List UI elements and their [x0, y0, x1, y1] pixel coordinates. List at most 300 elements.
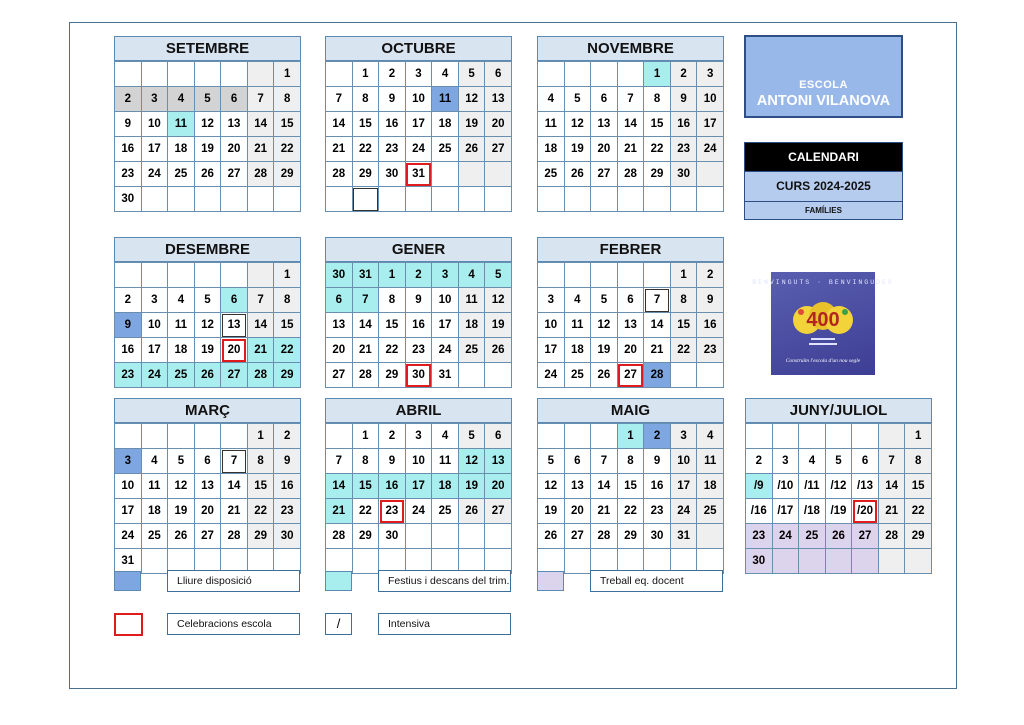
- day-cell: 7: [878, 449, 905, 474]
- day-cell: [852, 549, 879, 574]
- day-cell: 10: [141, 112, 168, 137]
- week-row: [115, 137, 301, 162]
- month-grid: [537, 61, 724, 212]
- day-cell: 31: [405, 162, 432, 187]
- day-cell: 5: [458, 424, 485, 449]
- day-cell: 10: [405, 449, 432, 474]
- day-cell: 6: [617, 288, 644, 313]
- day-cell: 14: [617, 112, 644, 137]
- day-cell: 3: [538, 288, 565, 313]
- poster-illustration: [752, 272, 894, 375]
- day-cell: 12: [485, 288, 512, 313]
- day-cell: 10: [405, 87, 432, 112]
- day-cell: 13: [326, 313, 353, 338]
- day-cell: 9: [115, 313, 142, 338]
- week-row: [538, 338, 724, 363]
- day-cell: 1: [352, 62, 379, 87]
- week-row: [326, 263, 512, 288]
- week-row: [538, 137, 724, 162]
- legend-swatch-celebracions: [114, 613, 143, 636]
- day-cell: 4: [538, 87, 565, 112]
- poster-top-text: BENVINGUTS · BENVINGUDES: [752, 279, 894, 286]
- day-cell: [644, 187, 671, 212]
- day-cell: 27: [221, 162, 248, 187]
- day-cell: 27: [194, 524, 221, 549]
- day-cell: 8: [274, 288, 301, 313]
- legend-swatch-intensiva: /: [325, 613, 352, 635]
- day-cell: 11: [538, 112, 565, 137]
- day-cell: [485, 187, 512, 212]
- day-cell: 28: [221, 524, 248, 549]
- day-cell: 17: [697, 112, 724, 137]
- day-cell: 15: [352, 112, 379, 137]
- day-cell: 14: [247, 313, 274, 338]
- day-cell: 4: [168, 87, 195, 112]
- day-cell: 29: [274, 363, 301, 388]
- day-cell: 30: [379, 162, 406, 187]
- day-cell: 28: [326, 162, 353, 187]
- day-cell: 16: [405, 313, 432, 338]
- day-cell: 28: [247, 363, 274, 388]
- day-cell: 9: [697, 288, 724, 313]
- day-cell: 8: [670, 288, 697, 313]
- day-cell: [352, 549, 379, 574]
- day-cell: 9: [379, 449, 406, 474]
- day-cell: 11: [458, 288, 485, 313]
- day-cell: 10: [115, 474, 142, 499]
- day-cell: [141, 62, 168, 87]
- day-cell: 6: [221, 87, 248, 112]
- day-cell: 13: [221, 112, 248, 137]
- month-grid: [537, 262, 724, 388]
- day-cell: 7: [247, 87, 274, 112]
- day-cell: 11: [432, 449, 459, 474]
- day-cell: 14: [644, 313, 671, 338]
- day-cell: [141, 187, 168, 212]
- day-cell: 2: [697, 263, 724, 288]
- day-cell: [772, 424, 799, 449]
- day-cell: 6: [485, 424, 512, 449]
- day-cell: 17: [405, 112, 432, 137]
- day-cell: 29: [644, 162, 671, 187]
- day-cell: 3: [115, 449, 142, 474]
- day-cell: [141, 424, 168, 449]
- legend-label-festius: Festius i descans del trim.: [378, 570, 511, 592]
- month-grid: [325, 262, 512, 388]
- day-cell: [670, 187, 697, 212]
- week-row: [538, 499, 724, 524]
- day-cell: 28: [617, 162, 644, 187]
- day-cell: [878, 424, 905, 449]
- day-cell: 1: [379, 263, 406, 288]
- day-cell: /17: [772, 499, 799, 524]
- day-cell: 2: [405, 263, 432, 288]
- day-cell: 27: [326, 363, 353, 388]
- day-cell: 25: [538, 162, 565, 187]
- day-cell: 19: [458, 112, 485, 137]
- day-cell: [538, 263, 565, 288]
- day-cell: 5: [538, 449, 565, 474]
- day-cell: 15: [644, 112, 671, 137]
- day-cell: 21: [617, 137, 644, 162]
- day-cell: 22: [379, 338, 406, 363]
- day-cell: 22: [247, 499, 274, 524]
- week-row: [538, 424, 724, 449]
- month-grid: [114, 262, 301, 388]
- day-cell: 24: [141, 162, 168, 187]
- day-cell: 27: [852, 524, 879, 549]
- day-cell: 26: [564, 162, 591, 187]
- day-cell: [564, 187, 591, 212]
- day-cell: 18: [432, 474, 459, 499]
- day-cell: 17: [670, 474, 697, 499]
- day-cell: 29: [274, 162, 301, 187]
- day-cell: 2: [670, 62, 697, 87]
- day-cell: 2: [746, 449, 773, 474]
- week-row: [538, 363, 724, 388]
- legend-swatch-lliure: [114, 571, 141, 591]
- day-cell: 26: [194, 162, 221, 187]
- day-cell: 4: [799, 449, 826, 474]
- day-cell: 9: [115, 112, 142, 137]
- week-row: [326, 474, 512, 499]
- day-cell: 26: [194, 363, 221, 388]
- day-cell: 23: [379, 137, 406, 162]
- month-maig: [537, 398, 724, 574]
- day-cell: 7: [326, 87, 353, 112]
- day-cell: 23: [670, 137, 697, 162]
- day-cell: 24: [405, 137, 432, 162]
- day-cell: 26: [458, 137, 485, 162]
- week-row: [326, 499, 512, 524]
- month-title: OCTUBRE: [325, 36, 512, 61]
- day-cell: 29: [352, 162, 379, 187]
- day-cell: [772, 549, 799, 574]
- day-cell: [905, 549, 932, 574]
- day-cell: 20: [485, 474, 512, 499]
- day-cell: 26: [168, 524, 195, 549]
- month-octubre: [325, 36, 512, 212]
- day-cell: 6: [485, 62, 512, 87]
- week-row: [538, 162, 724, 187]
- day-cell: 18: [432, 112, 459, 137]
- day-cell: [564, 549, 591, 574]
- day-cell: 18: [538, 137, 565, 162]
- day-cell: 14: [247, 112, 274, 137]
- month-title: SETEMBRE: [114, 36, 301, 61]
- week-row: [326, 424, 512, 449]
- week-row: [538, 449, 724, 474]
- day-cell: 7: [221, 449, 248, 474]
- legend-label-celebracions: Celebracions escola: [167, 613, 300, 635]
- day-cell: 4: [432, 62, 459, 87]
- month-gener: [325, 237, 512, 388]
- week-row: [115, 499, 301, 524]
- month-juny-juliol: [745, 398, 932, 574]
- day-cell: 3: [141, 87, 168, 112]
- day-cell: [697, 162, 724, 187]
- calendar-title-box: [744, 142, 903, 220]
- day-cell: 31: [352, 263, 379, 288]
- day-cell: 28: [352, 363, 379, 388]
- day-cell: [697, 524, 724, 549]
- day-cell: 12: [168, 474, 195, 499]
- poster-caption: Construïm l'escola d'un nou segle: [785, 358, 861, 364]
- day-cell: 8: [617, 449, 644, 474]
- day-cell: 22: [352, 137, 379, 162]
- day-cell: 21: [591, 499, 618, 524]
- week-row: [538, 288, 724, 313]
- day-cell: 24: [405, 499, 432, 524]
- day-cell: 5: [564, 87, 591, 112]
- day-cell: 15: [352, 474, 379, 499]
- day-cell: 15: [274, 313, 301, 338]
- day-cell: 7: [247, 288, 274, 313]
- day-cell: 30: [670, 162, 697, 187]
- day-cell: 23: [644, 499, 671, 524]
- week-row: [538, 112, 724, 137]
- day-cell: [617, 62, 644, 87]
- day-cell: 25: [432, 137, 459, 162]
- day-cell: 9: [405, 288, 432, 313]
- day-cell: [379, 187, 406, 212]
- week-row: [115, 87, 301, 112]
- day-cell: [115, 263, 142, 288]
- day-cell: 14: [326, 474, 353, 499]
- day-cell: 20: [485, 112, 512, 137]
- day-cell: [247, 263, 274, 288]
- day-cell: [458, 524, 485, 549]
- week-row: [326, 338, 512, 363]
- day-cell: 2: [115, 87, 142, 112]
- day-cell: 29: [905, 524, 932, 549]
- svg-text:400: 400: [806, 309, 840, 331]
- day-cell: 9: [379, 87, 406, 112]
- day-cell: [405, 524, 432, 549]
- month-grid: [325, 61, 512, 212]
- day-cell: 15: [905, 474, 932, 499]
- day-cell: [485, 162, 512, 187]
- school-label: ESCOLA: [799, 79, 848, 91]
- day-cell: 22: [670, 338, 697, 363]
- day-cell: 9: [670, 87, 697, 112]
- day-cell: 8: [274, 87, 301, 112]
- day-cell: 3: [697, 62, 724, 87]
- day-cell: 6: [194, 449, 221, 474]
- day-cell: 14: [591, 474, 618, 499]
- day-cell: 30: [405, 363, 432, 388]
- day-cell: [326, 187, 353, 212]
- day-cell: 30: [746, 549, 773, 574]
- week-row: [326, 288, 512, 313]
- day-cell: 5: [194, 87, 221, 112]
- day-cell: 20: [591, 137, 618, 162]
- day-cell: 5: [591, 288, 618, 313]
- day-cell: 28: [326, 524, 353, 549]
- week-row: [538, 524, 724, 549]
- day-cell: 20: [194, 499, 221, 524]
- day-cell: 10: [670, 449, 697, 474]
- day-cell: 11: [141, 474, 168, 499]
- day-cell: [564, 62, 591, 87]
- day-cell: 22: [905, 499, 932, 524]
- day-cell: [247, 187, 274, 212]
- day-cell: 20: [221, 338, 248, 363]
- day-cell: 18: [168, 137, 195, 162]
- day-cell: 7: [617, 87, 644, 112]
- day-cell: [326, 62, 353, 87]
- day-cell: [644, 263, 671, 288]
- week-row: [115, 424, 301, 449]
- day-cell: 21: [352, 338, 379, 363]
- day-cell: 4: [564, 288, 591, 313]
- day-cell: 13: [194, 474, 221, 499]
- legend-label-intensiva: Intensiva: [378, 613, 511, 635]
- day-cell: [274, 187, 301, 212]
- month-novembre: [537, 36, 724, 212]
- day-cell: [115, 62, 142, 87]
- month-grid: [114, 61, 301, 212]
- day-cell: 28: [591, 524, 618, 549]
- day-cell: 9: [644, 449, 671, 474]
- day-cell: [221, 62, 248, 87]
- welcome-poster-image: [752, 272, 894, 375]
- day-cell: 12: [591, 313, 618, 338]
- day-cell: 24: [538, 363, 565, 388]
- day-cell: [141, 549, 168, 574]
- legend-swatch-festius: [325, 571, 352, 591]
- week-row: [115, 62, 301, 87]
- day-cell: 6: [852, 449, 879, 474]
- day-cell: [825, 424, 852, 449]
- day-cell: 24: [697, 137, 724, 162]
- day-cell: [564, 263, 591, 288]
- day-cell: 24: [141, 363, 168, 388]
- month-title: MARÇ: [114, 398, 301, 423]
- day-cell: 6: [221, 288, 248, 313]
- month-title: FEBRER: [537, 237, 724, 262]
- day-cell: 16: [379, 112, 406, 137]
- week-row: [326, 449, 512, 474]
- day-cell: 6: [564, 449, 591, 474]
- day-cell: [458, 162, 485, 187]
- day-cell: 12: [538, 474, 565, 499]
- week-row: [326, 87, 512, 112]
- day-cell: 1: [352, 424, 379, 449]
- day-cell: /18: [799, 499, 826, 524]
- day-cell: 21: [878, 499, 905, 524]
- day-cell: 1: [617, 424, 644, 449]
- day-cell: 12: [564, 112, 591, 137]
- day-cell: [538, 424, 565, 449]
- day-cell: /20: [852, 499, 879, 524]
- day-cell: [168, 424, 195, 449]
- week-row: [746, 449, 932, 474]
- day-cell: 26: [538, 524, 565, 549]
- day-cell: 26: [825, 524, 852, 549]
- day-cell: 19: [538, 499, 565, 524]
- day-cell: 22: [617, 499, 644, 524]
- day-cell: [405, 187, 432, 212]
- day-cell: /16: [746, 499, 773, 524]
- day-cell: 8: [379, 288, 406, 313]
- day-cell: 7: [326, 449, 353, 474]
- week-row: [115, 112, 301, 137]
- day-cell: 12: [458, 449, 485, 474]
- day-cell: 18: [141, 499, 168, 524]
- day-cell: 10: [697, 87, 724, 112]
- day-cell: 26: [591, 363, 618, 388]
- day-cell: [670, 363, 697, 388]
- day-cell: 10: [538, 313, 565, 338]
- week-row: [115, 288, 301, 313]
- day-cell: 2: [644, 424, 671, 449]
- day-cell: 1: [905, 424, 932, 449]
- day-cell: 13: [591, 112, 618, 137]
- day-cell: [326, 424, 353, 449]
- day-cell: 1: [247, 424, 274, 449]
- day-cell: 3: [432, 263, 459, 288]
- day-cell: 13: [485, 449, 512, 474]
- day-cell: 26: [485, 338, 512, 363]
- day-cell: 20: [617, 338, 644, 363]
- day-cell: 23: [746, 524, 773, 549]
- month-title: JUNY/JULIOL: [745, 398, 932, 423]
- day-cell: /12: [825, 474, 852, 499]
- legend-label-lliure: Lliure disposició: [167, 570, 300, 592]
- day-cell: 14: [352, 313, 379, 338]
- day-cell: 12: [458, 87, 485, 112]
- month-grid: [537, 423, 724, 574]
- day-cell: 5: [168, 449, 195, 474]
- day-cell: 14: [221, 474, 248, 499]
- day-cell: 8: [352, 87, 379, 112]
- course-label: CURS 2024-2025: [745, 171, 902, 201]
- week-row: [746, 474, 932, 499]
- day-cell: 11: [564, 313, 591, 338]
- day-cell: 15: [274, 112, 301, 137]
- week-row: [538, 263, 724, 288]
- day-cell: 8: [247, 449, 274, 474]
- day-cell: [617, 187, 644, 212]
- day-cell: [591, 187, 618, 212]
- day-cell: 13: [221, 313, 248, 338]
- day-cell: [485, 363, 512, 388]
- day-cell: /11: [799, 474, 826, 499]
- day-cell: [221, 187, 248, 212]
- day-cell: [746, 424, 773, 449]
- day-cell: 13: [617, 313, 644, 338]
- day-cell: [591, 62, 618, 87]
- day-cell: 23: [115, 162, 142, 187]
- week-row: [326, 162, 512, 187]
- day-cell: 28: [247, 162, 274, 187]
- day-cell: 18: [168, 338, 195, 363]
- day-cell: 19: [458, 474, 485, 499]
- day-cell: 3: [405, 62, 432, 87]
- day-cell: [458, 187, 485, 212]
- day-cell: 19: [485, 313, 512, 338]
- month-febrer: [537, 237, 724, 388]
- day-cell: 23: [379, 499, 406, 524]
- day-cell: 27: [221, 363, 248, 388]
- day-cell: 2: [115, 288, 142, 313]
- day-cell: 26: [458, 499, 485, 524]
- day-cell: 27: [617, 363, 644, 388]
- week-row: [115, 363, 301, 388]
- day-cell: [538, 187, 565, 212]
- day-cell: 4: [168, 288, 195, 313]
